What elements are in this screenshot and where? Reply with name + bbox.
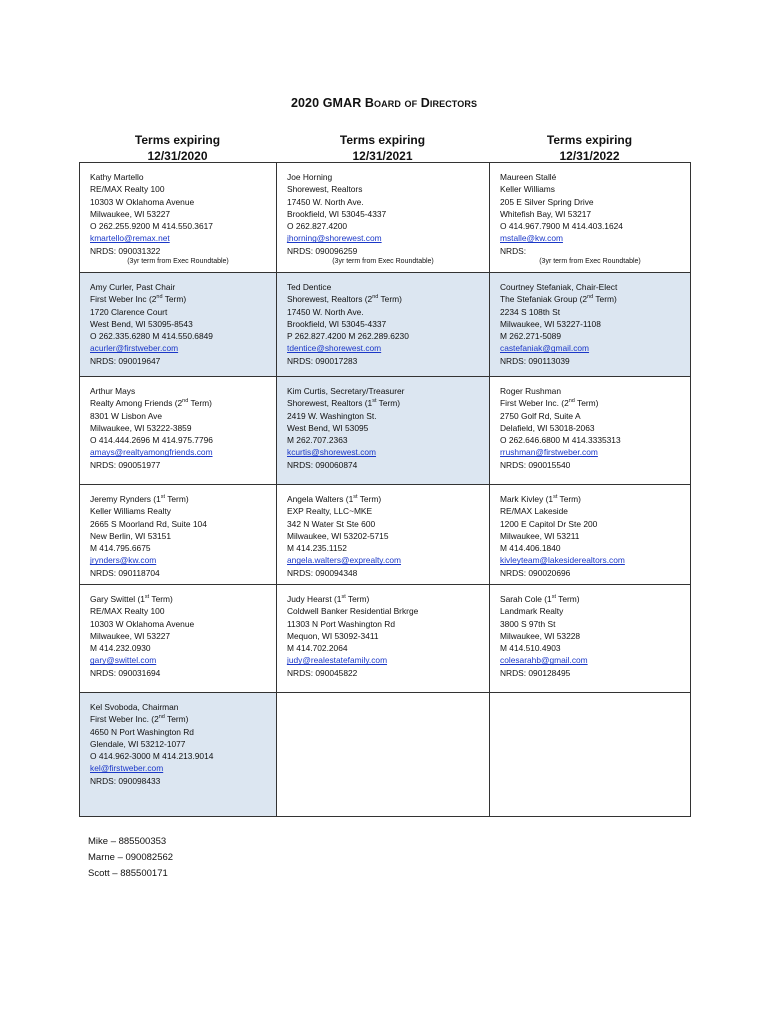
director-city: Milwaukee, WI 53227-1108 — [500, 318, 601, 329]
director-nrds: NRDS: 090113039 — [500, 355, 570, 366]
director-nrds: NRDS: 090020696 — [500, 567, 571, 578]
director-company: First Weber Inc. (2nd Term) — [90, 714, 189, 725]
director-phone: M 414.702.2064 — [287, 643, 348, 654]
director-city: Milwaukee, WI 53222-3859 — [90, 422, 192, 433]
director-address: 1720 Clarence Court — [90, 306, 168, 317]
director-name: Mark Kivley (1st Term) — [500, 494, 581, 504]
director-email-link[interactable]: jrynders@kw.com — [90, 555, 157, 566]
director-name: Joe Horning — [287, 172, 333, 182]
director-city: New Berlin, WI 53151 — [90, 530, 171, 541]
director-name: Kim Curtis, Secretary/Treasurer — [287, 386, 405, 396]
director-nrds: NRDS: 090015540 — [500, 459, 571, 470]
director-name: Amy Curler, Past Chair — [90, 282, 176, 292]
director-name: Kel Svoboda, Chairman — [90, 702, 179, 712]
term-note: (3yr term from Exec Roundtable) — [332, 258, 434, 266]
director-city: Whitefish Bay, WI 53217 — [500, 208, 592, 219]
director-cell — [277, 485, 490, 585]
director-phone: O 414.967.7900 M 414.403.1624 — [500, 221, 623, 232]
director-city: Milwaukee, WI 53227 — [90, 208, 171, 219]
board-row — [80, 585, 691, 693]
director-email-link[interactable]: castefaniak@gmail.com — [500, 343, 590, 354]
director-address: 4650 N Port Washington Rd — [90, 726, 194, 737]
director-city: Milwaukee, WI 53211 — [500, 530, 580, 541]
director-cell — [490, 163, 691, 273]
director-nrds: NRDS: 090094348 — [287, 567, 358, 578]
director-company: Shorewest, Realtors (2nd Term) — [287, 294, 402, 305]
director-address: 10303 W Oklahoma Avenue — [90, 618, 195, 629]
title-year: 2020 GMAR — [290, 96, 365, 110]
director-name: Kathy Martello — [90, 172, 144, 182]
director-nrds: NRDS: — [500, 245, 527, 256]
column-header: Terms expiring 12/31/2020 — [134, 133, 221, 163]
director-phone: M 414.510.4903 — [500, 643, 561, 654]
director-company: Shorewest, Realtors — [287, 184, 363, 195]
director-email-link[interactable]: amays@realtyamongfriends.com — [90, 447, 213, 458]
director-email-link[interactable]: acurler@firstweber.com — [90, 343, 179, 354]
director-nrds: NRDS: 090051977 — [90, 459, 161, 470]
director-company: Shorewest, Realtors (1st Term) — [287, 398, 401, 409]
director-phone: M 262.707.2363 — [287, 435, 348, 446]
director-email-link[interactable]: judy@realestatefamily.com — [287, 655, 388, 666]
director-nrds: NRDS: 090096259 — [287, 245, 358, 256]
term-note: (3yr term from Exec Roundtable) — [539, 258, 641, 266]
footer-line: Scott – 885500171 — [88, 868, 168, 879]
director-cell — [490, 273, 691, 377]
term-note: (3yr term from Exec Roundtable) — [127, 258, 229, 266]
director-name: Maureen Stallé — [500, 172, 557, 182]
director-email-link[interactable]: kcurtis@shorewest.com — [287, 447, 377, 458]
director-email-link[interactable]: rrushman@firstweber.com — [500, 447, 598, 458]
director-phone: O 262.827.4200 — [287, 221, 348, 232]
director-name: Angela Walters (1st Term) — [287, 494, 382, 504]
board-table — [79, 162, 691, 817]
director-address: 2234 S 108th St — [500, 306, 561, 317]
director-company: Keller Williams Realty — [90, 506, 171, 517]
director-name: Arthur Mays — [90, 386, 136, 396]
director-company: The Stefaniak Group (2nd Term) — [500, 294, 617, 305]
director-city: Brookfield, WI 53045-4337 — [287, 208, 387, 219]
director-phone: M 414.235.1152 — [287, 543, 347, 554]
director-company: Keller Williams — [500, 184, 555, 195]
board-row — [80, 693, 691, 817]
director-cell — [490, 377, 691, 485]
director-nrds: NRDS: 090017283 — [287, 355, 358, 366]
empty-cell — [277, 693, 490, 817]
title-board: Board of Directors — [364, 96, 478, 110]
director-address: 1200 E Capitol Dr Ste 200 — [500, 518, 598, 529]
director-email-link[interactable]: colesarahb@gmail.com — [500, 655, 588, 666]
empty-cell — [490, 693, 691, 817]
director-city: West Bend, WI 53095 — [287, 422, 369, 433]
director-phone: M 262.271-5089 — [500, 331, 561, 342]
director-address: 342 N Water St Ste 600 — [287, 518, 376, 529]
director-phone: O 414.444.2696 M 414.975.7796 — [90, 435, 213, 446]
director-address: 8301 W Lisbon Ave — [90, 410, 163, 421]
director-cell — [80, 585, 277, 693]
footer-notes — [88, 834, 173, 882]
director-cell — [277, 163, 490, 273]
column-headers — [79, 132, 690, 164]
footer-line: Mike – 885500353 — [88, 836, 167, 847]
director-nrds: NRDS: 090045822 — [287, 667, 358, 678]
director-email-link[interactable]: angela.walters@exprealty.com — [287, 555, 402, 566]
director-address: 3800 S 97th St — [500, 618, 556, 629]
director-company: EXP Realty, LLC~MKE — [287, 506, 373, 517]
director-cell — [490, 485, 691, 585]
director-cell — [80, 273, 277, 377]
director-phone: M 414.795.6675 — [90, 543, 151, 554]
director-address: 17450 W. North Ave. — [287, 306, 364, 317]
director-address: 11303 N Port Washington Rd — [287, 618, 396, 629]
director-nrds: NRDS: 090118704 — [90, 567, 160, 578]
column-header: Terms expiring 12/31/2022 — [546, 133, 633, 163]
director-city: Glendale, WI 53212-1077 — [90, 738, 186, 749]
director-company: First Weber Inc (2nd Term) — [90, 294, 187, 305]
director-phone: M 414.232.0930 — [90, 643, 151, 654]
board-row — [80, 485, 691, 585]
director-city: Milwaukee, WI 53228 — [500, 630, 581, 641]
director-email-link[interactable]: gary@swittel.com — [90, 655, 157, 666]
director-company: First Weber Inc. (2nd Term) — [500, 398, 599, 409]
director-phone: M 414.406.1840 — [500, 543, 561, 554]
director-phone: P 262.827.4200 M 262.289.6230 — [287, 331, 409, 342]
director-cell — [80, 163, 277, 273]
director-phone: O 262.255.9200 M 414.550.3617 — [90, 221, 213, 232]
director-email-link[interactable]: kel@firstweber.com — [90, 763, 164, 774]
director-email-link[interactable]: jhorning@shorewest.com — [287, 233, 382, 244]
director-company: Coldwell Banker Residential Brkrge — [287, 606, 419, 617]
document-title — [0, 96, 768, 110]
column-header: Terms expiring 12/31/2021 — [339, 133, 426, 163]
director-city: Milwaukee, WI 53202-5715 — [287, 530, 389, 541]
director-name: Judy Hearst (1st Term) — [287, 594, 370, 604]
director-email-link[interactable]: kivleyteam@lakesiderealtors.com — [500, 555, 625, 566]
director-name: Ted Dentice — [287, 282, 332, 292]
director-city: West Bend, WI 53095-8543 — [90, 318, 193, 329]
director-company: RE/MAX Lakeside — [500, 506, 568, 517]
director-address: 2750 Golf Rd, Suite A — [500, 410, 581, 421]
director-email-link[interactable]: kmartello@remax.net — [90, 233, 170, 244]
director-nrds: NRDS: 090098433 — [90, 775, 161, 786]
director-phone: O 262.646.6800 M 414.3335313 — [500, 435, 621, 446]
director-address: 2665 S Moorland Rd, Suite 104 — [90, 518, 207, 529]
director-email-link[interactable]: mstalle@kw.com — [500, 233, 563, 244]
director-company: RE/MAX Realty 100 — [90, 606, 165, 617]
director-address: 205 E Silver Spring Drive — [500, 196, 594, 207]
board-row — [80, 377, 691, 485]
director-email-link[interactable]: tdentice@shorewest.com — [287, 343, 382, 354]
director-nrds: NRDS: 090031694 — [90, 667, 161, 678]
director-city: Delafield, WI 53018-2063 — [500, 422, 595, 433]
director-name: Courtney Stefaniak, Chair-Elect — [500, 282, 618, 292]
director-nrds: NRDS: 090031322 — [90, 245, 161, 256]
director-company: RE/MAX Realty 100 — [90, 184, 165, 195]
board-row — [80, 273, 691, 377]
director-phone: O 262.335.6280 M 414.550.6849 — [90, 331, 213, 342]
director-company: Landmark Realty — [500, 606, 564, 617]
director-city: Milwaukee, WI 53227 — [90, 630, 171, 641]
director-nrds: NRDS: 090019647 — [90, 355, 161, 366]
director-address: 2419 W. Washington St. — [287, 410, 377, 421]
director-name: Gary Swittel (1st Term) — [90, 594, 173, 604]
director-nrds: NRDS: 090060874 — [287, 459, 358, 470]
director-city: Mequon, WI 53092-3411 — [287, 630, 379, 641]
footer-line: Marne – 090082562 — [88, 852, 174, 863]
director-cell — [277, 585, 490, 693]
director-cell — [80, 485, 277, 585]
director-cell — [80, 693, 277, 817]
director-cell — [277, 377, 490, 485]
director-address: 10303 W Oklahoma Avenue — [90, 196, 195, 207]
director-name: Jeremy Rynders (1st Term) — [90, 494, 189, 504]
director-cell — [277, 273, 490, 377]
director-nrds: NRDS: 090128495 — [500, 667, 571, 678]
director-name: Roger Rushman — [500, 386, 561, 396]
director-phone: O 414.962-3000 M 414.213.9014 — [90, 751, 214, 762]
director-cell — [80, 377, 277, 485]
director-city: Brookfield, WI 53045-4337 — [287, 318, 387, 329]
board-row — [80, 163, 691, 273]
director-name: Sarah Cole (1st Term) — [500, 594, 580, 604]
director-cell — [490, 585, 691, 693]
director-company: Realty Among Friends (2nd Term) — [90, 398, 212, 409]
director-address: 17450 W. North Ave. — [287, 196, 364, 207]
